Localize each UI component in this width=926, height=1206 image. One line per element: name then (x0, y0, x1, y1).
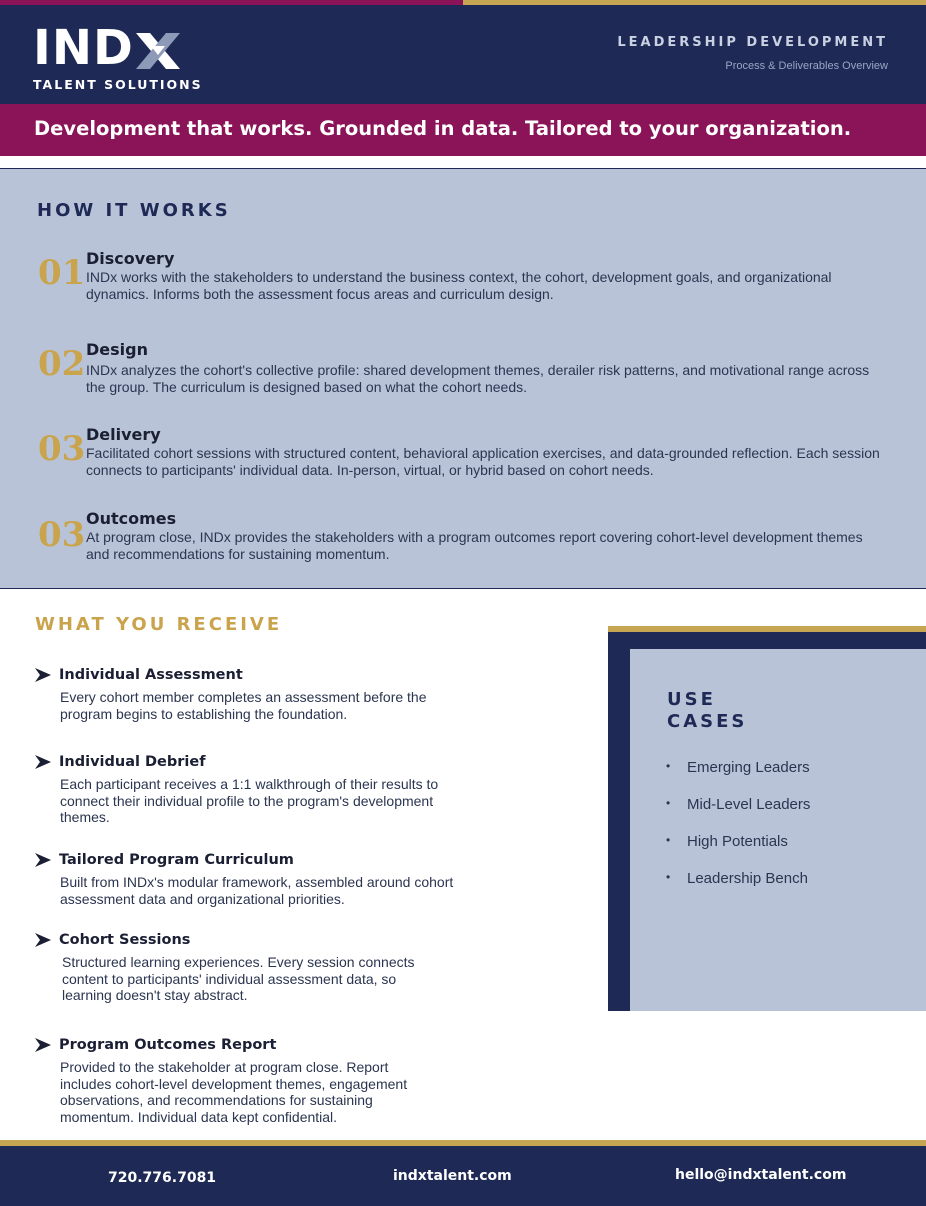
arrow-bullet-icon (35, 668, 51, 682)
step-title: Delivery (86, 425, 161, 444)
bullet-icon: • (666, 870, 671, 884)
step-number: 03 (38, 429, 86, 469)
how-it-works-heading: HOW IT WORKS (37, 200, 231, 221)
indx-logo (33, 20, 203, 92)
footer-phone[interactable]: 720.776.7081 (108, 1170, 217, 1186)
header-info (617, 35, 888, 72)
step-body: At program close, INDx provides the stakeholders with a program outcomes report covering cohort-level development themes and recommendations for sustaining momentum. (86, 529, 863, 562)
receive-item-body: Each participant receives a 1:1 walkthrough of their results to connect their individual profile to the program's development themes. (60, 776, 439, 825)
step-number: 03 (38, 515, 86, 555)
use-cases-list (666, 759, 810, 907)
header-subtitle: Process & Deliverables Overview (725, 60, 888, 72)
step-title: Outcomes (86, 509, 177, 528)
use-cases-heading (667, 689, 817, 733)
use-case-label: Mid-Level Leaders (687, 796, 811, 813)
receive-item-body: Structured learning experiences. Every session connects content to participants' individual assessment data, so learning doesn't stay abstract. (62, 954, 415, 1003)
step-title: Discovery (86, 249, 175, 268)
logo-text: IND (33, 20, 134, 76)
arrow-bullet-icon (35, 933, 51, 947)
bullet-icon: • (666, 796, 671, 810)
logo-subtitle: TALENT SOLUTIONS (33, 77, 203, 92)
step-body: INDx works with the stakeholders to understand the business context, the cohort, development goals, and organizational dynamics. Informs both the assessment focus areas and curriculum design. (86, 269, 832, 302)
step-number: 02 (38, 344, 86, 384)
logo-wordmark (33, 20, 203, 76)
use-case-label: Emerging Leaders (687, 759, 810, 776)
footer (0, 1146, 926, 1206)
bullet-icon: • (666, 833, 671, 847)
use-case-item (666, 759, 810, 796)
receive-item-body: Built from INDx's modular framework, assembled around cohort assessment data and organizational priorities. (60, 874, 454, 907)
use-case-label: Leadership Bench (687, 870, 808, 887)
step-body: INDx analyzes the cohort's collective profile: shared development themes, derailer risk patterns, and motivational range across the group. The curriculum is designed based on what the cohort needs. (86, 362, 870, 395)
header (0, 5, 926, 104)
arrow-bullet-icon (35, 755, 51, 769)
step-number: 01 (38, 253, 86, 293)
step-body: Facilitated cohort sessions with structured content, behavioral application exercises, and data-grounded reflection. Each session connects to participants' individual data. In-person, virtual, or hybrid based on cohort needs. (86, 445, 880, 478)
use-cases-panel (630, 649, 926, 1011)
use-cases-heading-line2: CASES (667, 711, 748, 732)
tagline-text: Development that works. Grounded in data. Tailored to your organization. (34, 117, 852, 140)
tagline-band (0, 104, 926, 156)
bullet-icon: • (666, 759, 671, 773)
footer-website[interactable]: indxtalent.com (393, 1168, 512, 1184)
what-you-receive-heading: WHAT YOU RECEIVE (35, 614, 283, 635)
use-case-item (666, 833, 810, 870)
arrow-bullet-icon (35, 1038, 51, 1052)
how-it-works-section (0, 168, 926, 589)
use-cases-heading-line1: USE (667, 689, 716, 710)
receive-item-title: Tailored Program Curriculum (59, 852, 294, 868)
footer-email[interactable]: hello@indxtalent.com (675, 1167, 847, 1183)
use-case-item (666, 870, 810, 907)
step-title: Design (86, 340, 148, 359)
arrow-bullet-icon (35, 853, 51, 867)
receive-item-title: Cohort Sessions (59, 932, 191, 948)
use-case-label: High Potentials (687, 833, 788, 850)
receive-item-title: Individual Debrief (59, 754, 206, 770)
logo-x-icon (136, 29, 180, 69)
use-case-item (666, 796, 810, 833)
header-title: LEADERSHIP DEVELOPMENT (617, 35, 888, 50)
receive-item-body: Every cohort member completes an assessment before the program begins to establishing the foundation. (60, 689, 427, 722)
receive-item-title: Individual Assessment (59, 667, 243, 683)
receive-item-body: Provided to the stakeholder at program close. Report includes cohort-level development themes, engagement observations, and recommendations for sustaining momentum. Individual data kept confidential. (60, 1059, 408, 1125)
receive-item-title: Program Outcomes Report (59, 1037, 277, 1053)
